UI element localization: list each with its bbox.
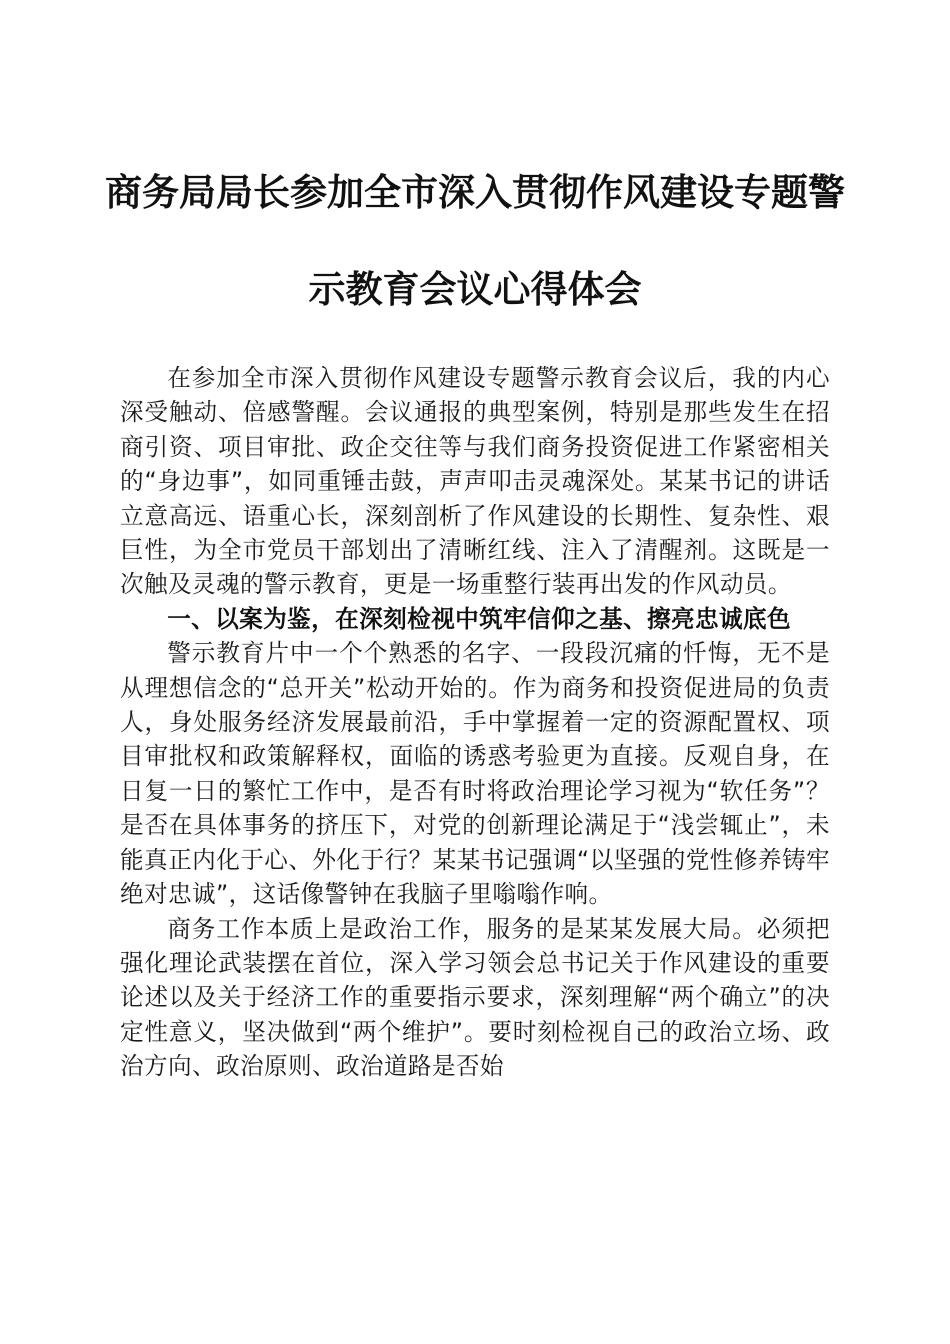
document-body bbox=[120, 361, 830, 1084]
document-title-line-1: 商务局局长参加全市深入贯彻作风建设专题警 bbox=[105, 170, 845, 214]
paragraph-section-1-b: 商务工作本质上是政治工作，服务的是某某发展大局。必须把强化理论武装摆在首位，深入学习领会总书记关于作风建设的重要论述以及关于经济工作的重要指示要求，深刻理解“两个确立”的决定性意义，坚决做到“两个维护”。要时刻检视自己的政治立场、政治方向、政治原则、政治道路是否始 bbox=[120, 914, 830, 1081]
document-title-line-2: 示教育会议心得体会 bbox=[308, 267, 642, 311]
section-heading-1: 一、以案为鉴，在深刻检视中筑牢信仰之基、擦亮忠诚底色 bbox=[167, 604, 792, 633]
paragraph-section-1-a: 警示教育片中一个个熟悉的名字、一段段沉痛的忏悔，无不是从理想信念的“总开关”松动开始的。作为商务和投资促进局的负责人，身处服务经济发展最前沿，手中掌握着一定的资源配置权、项目审批权和政策解释权，面临的诱惑考验更为直接。反观自身，在日复一日的繁忙工作中，是否有时将政治理论学习视为“软任务”？是否在具体事务的挤压下，对党的创新理论满足于“浅尝辄止”，未能真正内化于心、外化于行？某某书记强调“以坚强的党性修养铸牢绝对忠诚”，这话像警钟在我脑子里嗡嗡作响。 bbox=[120, 639, 830, 909]
paragraph-intro: 在参加全市深入贯彻作风建设专题警示教育会议后，我的内心深受触动、倍感警醒。会议通报的典型案例，特别是那些发生在招商引资、项目审批、政企交往等与我们商务投资促进工作紧密相关的“身边事”，如同重锤击鼓，声声叩击灵魂深处。某某书记的讲话立意高远、语重心长，深刻剖析了作风建设的长期性、复杂性、艰巨性，为全市党员干部划出了清晰红线、注入了清醒剂。这既是一次触及灵魂的警示教育，更是一场重整行装再出发的作风动员。 bbox=[120, 364, 830, 599]
